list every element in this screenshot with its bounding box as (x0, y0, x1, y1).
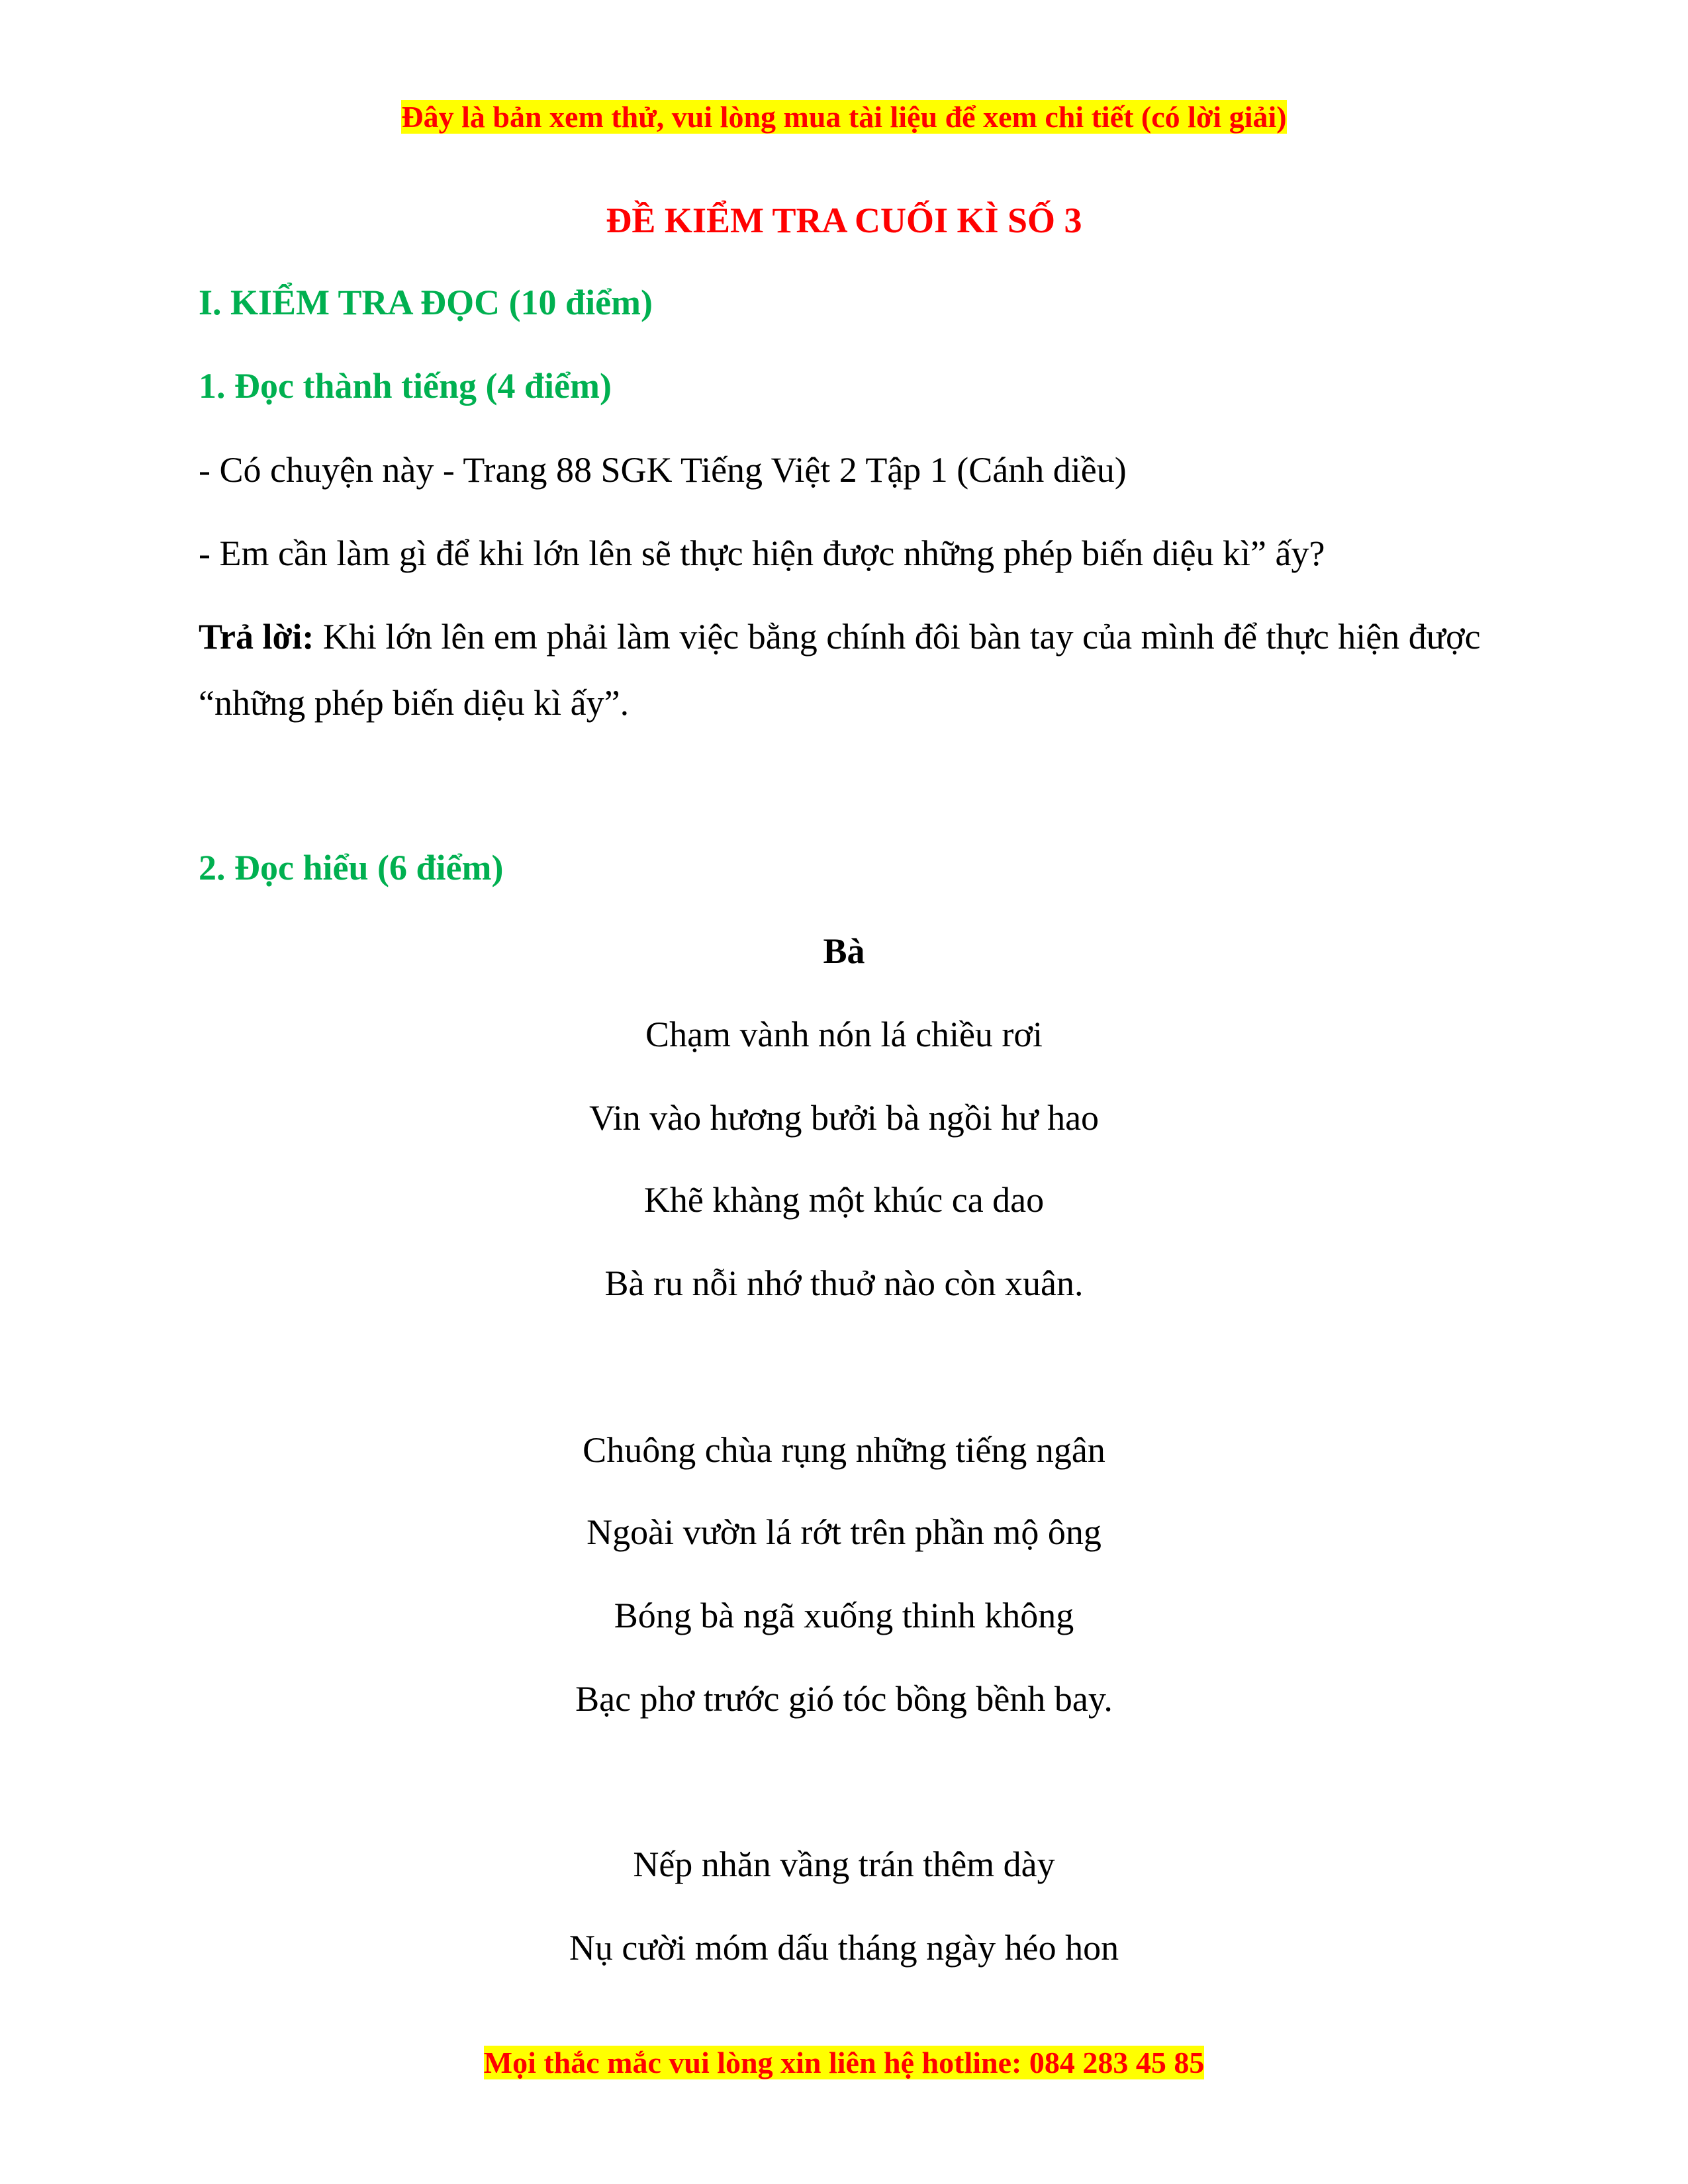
answer-text: Khi lớn lên em phải làm việc bằng chính đôi bàn tay của mình để thực hiện được “những phép biến diệu kì ấy”. (199, 617, 1481, 723)
hotline-banner (0, 2045, 1688, 2080)
subsection-heading-read-aloud: 1. Đọc thành tiếng (4 điểm) (199, 366, 612, 406)
poem-line: Khẽ khàng một khúc ca dao (643, 1180, 1045, 1220)
poem-line: Bạc phơ trước gió tóc bồng bềnh bay. (575, 1679, 1113, 1719)
poem-line: Ngoài vườn lá rớt trên phần mộ ông (586, 1512, 1102, 1552)
poem-line: Nếp nhăn vầng trán thêm dày (633, 1844, 1055, 1884)
poem-line: Vin vào hương bưởi bà ngồi hư hao (588, 1098, 1100, 1138)
poem-line: Nụ cười móm dấu tháng ngày héo hon (569, 1928, 1119, 1968)
poem-line: Bà ru nỗi nhớ thuở nào còn xuân. (604, 1263, 1084, 1303)
hotline-banner-text: Mọi thắc mắc vui lòng xin liên hệ hotline: 084 283 45 85 (483, 2046, 1205, 2079)
preview-banner-text: Đây là bản xem thử, vui lòng mua tài liệu để xem chi tiết (có lời giải) (401, 100, 1287, 134)
answer-label: Trả lời: (199, 617, 314, 657)
exam-title: ĐỀ KIỂM TRA CUỐI KÌ SỐ 3 (606, 201, 1082, 240)
question-line: - Em cần làm gì để khi lớn lên sẽ thực hiện được những phép biến diệu kì” ấy? (199, 533, 1325, 573)
poem-line: Chuông chùa rụng những tiếng ngân (583, 1430, 1105, 1470)
poem-title: Bà (823, 931, 865, 971)
reading-source-line: - Có chuyện này - Trang 88 SGK Tiếng Việt 2 Tập 1 (Cánh diều) (199, 450, 1127, 490)
preview-banner (0, 99, 1688, 134)
answer-paragraph (199, 604, 1489, 736)
poem-line: Chạm vành nón lá chiều rơi (645, 1015, 1043, 1054)
poem-line: Bóng bà ngã xuống thinh không (614, 1596, 1074, 1635)
section-heading-reading: I. KIỂM TRA ĐỌC (10 điểm) (199, 283, 653, 322)
subsection-heading-comprehension: 2. Đọc hiểu (6 điểm) (199, 848, 504, 887)
